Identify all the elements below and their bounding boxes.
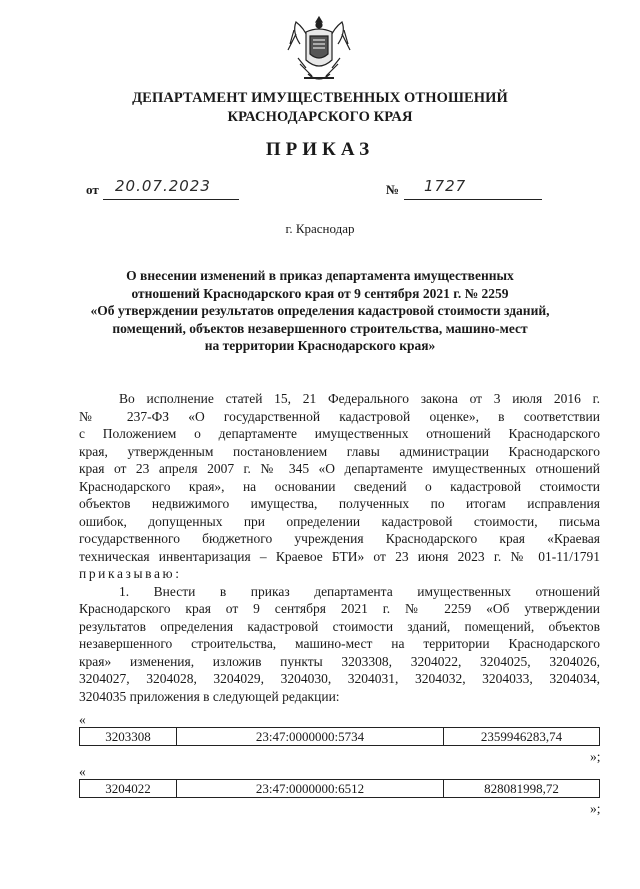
body-line: Во исполнение статей 15, 21 Федерального закона от 3 июля 2016 г. (119, 391, 600, 406)
body-line: 3204027, 3204028, 3204029, 3204030, 3204031, 3204032, 3204033, 3204034, (79, 671, 600, 686)
order-body (79, 390, 600, 705)
body-line: края, утвержденным постановлением главы администрации Краснодарского (79, 443, 600, 459)
row-cadastral-number: 23:47:0000000:5734 (177, 728, 444, 746)
department-name-line2: КРАСНОДАРСКОГО КРАЯ (227, 109, 413, 125)
row-code: 3204022 (80, 780, 177, 798)
title-line: О внесении изменений в приказ департамента имущественных (126, 268, 514, 283)
department-name-line1: ДЕПАРТАМЕНТ ИМУЩЕСТВЕННЫХ ОТНОШЕНИЙ (132, 90, 508, 106)
body-line: Краснодарского края», на основании сведений о кадастровой стоимости (79, 478, 600, 494)
title-line: «Об утверждении результатов определения кадастровой стоимости зданий, (90, 303, 550, 318)
city: г. Краснодар (285, 221, 355, 236)
row-value: 828081998,72 (444, 780, 600, 798)
table-row (79, 779, 600, 798)
date-field (103, 177, 239, 200)
body-line: ошибок, допущенных при определении кадастровой стоимости, письма (79, 513, 600, 529)
order-title (40, 267, 600, 355)
close-quote: »; (590, 749, 601, 764)
open-quote: « (79, 764, 86, 779)
body-line: 3204035 приложения в следующей редакции: (79, 688, 340, 704)
title-line: отношений Краснодарского края от 9 сентября 2021 г. № 2259 (131, 285, 509, 301)
document-type: ПРИКАЗ (265, 139, 375, 160)
coat-of-arms-icon (286, 14, 352, 86)
body-line: № 237-ФЗ «О государственной кадастровой оценке», в соответствии (79, 408, 600, 424)
body-line: с Положением о департаменте имущественных отношений Краснодарского (79, 426, 600, 441)
body-line-order-word: приказываю: (79, 566, 182, 581)
body-line: государственного бюджетного учреждения Краснодарского края «Краевая (79, 531, 600, 546)
row-value: 2359946283,74 (444, 728, 600, 746)
row-code: 3203308 (80, 728, 177, 746)
table-row (79, 727, 600, 746)
title-line: на территории Краснодарского края» (204, 338, 436, 353)
handwritten-date: 20.07.2023 (115, 177, 211, 195)
body-line: Краснодарского края от 9 сентября 2021 г. № 2259 «Об утверждении (79, 601, 600, 616)
number-field (404, 177, 542, 200)
body-line: края» изменения, изложив пункты 3203308, 3204022, 3204025, 3204026, (79, 653, 600, 669)
close-quote: »; (590, 801, 601, 816)
body-line: результатов определения кадастровой стоимости зданий, помещений, объектов (79, 618, 600, 634)
body-line: 1. Внести в приказ департамента имущественных отношений (119, 583, 600, 599)
body-line: незавершенного строительства, машино-мест на территории Краснодарского (79, 636, 600, 651)
body-line: края от 23 апреля 2007 г. № 345 «О департаменте имущественных отношений (79, 461, 600, 476)
number-prefix: № (386, 182, 400, 197)
row-cadastral-number: 23:47:0000000:6512 (177, 780, 444, 798)
body-line: объектов недвижимого имущества, полученных по итогам исправления (79, 496, 600, 511)
body-line: техническая инвентаризация – Краевое БТИ» от 23 июня 2023 г. № 01-11/1791 (79, 548, 600, 564)
handwritten-number: 1727 (424, 177, 467, 195)
open-quote: « (79, 712, 86, 727)
date-prefix: от (86, 182, 99, 197)
title-line: помещений, объектов незавершенного строительства, машино-мест (112, 320, 528, 336)
